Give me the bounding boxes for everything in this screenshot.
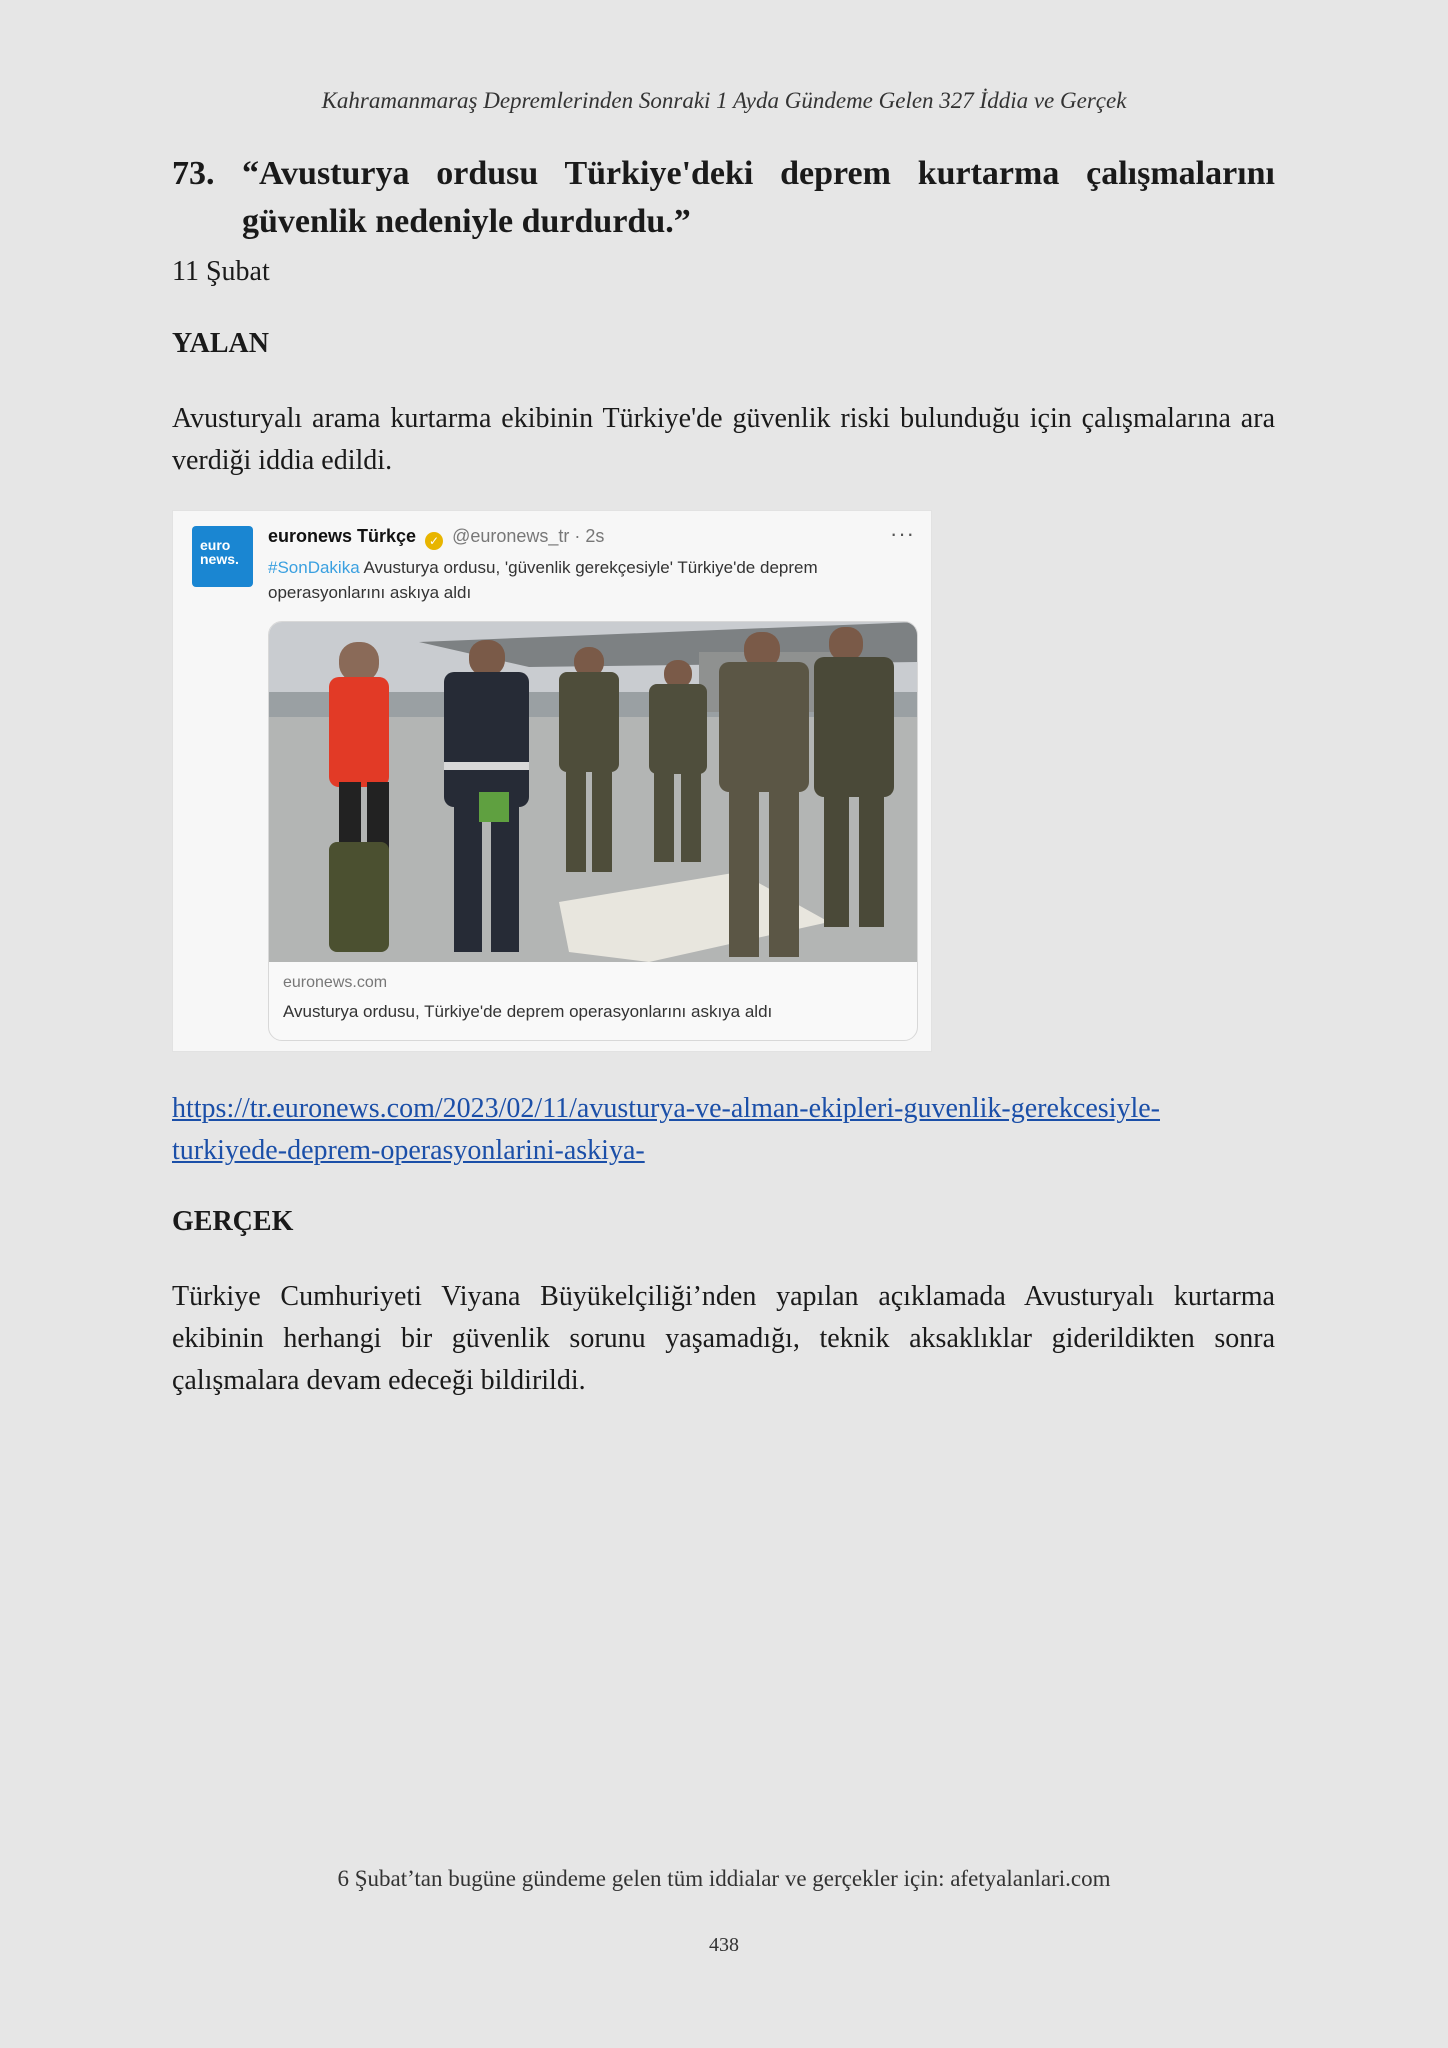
logo-text-top: euro: [200, 537, 231, 553]
claim-description: Avusturyalı arama kurtarma ekibinin Türkiye'de güvenlik riski bulunduğu için çalışmalarına ara verdiği iddia edildi.: [172, 403, 1275, 476]
source-link[interactable]: https://tr.euronews.com/2023/02/11/avusturya-ve-alman-ekipleri-guvenlik-gerekcesiyle-turkiyede-deprem-operasyonlarini-askiya-: [172, 1093, 1160, 1166]
card-domain: euronews.com: [283, 974, 388, 991]
tweet-embed[interactable]: [172, 510, 932, 1052]
card-title[interactable]: Avusturya ordusu, Türkiye'de deprem operasyonlarını askıya aldı: [283, 1002, 773, 1021]
claim-number: 73.: [172, 155, 215, 192]
claim-text: “Avusturya ordusu Türkiye'deki deprem kurtarma çalışmalarını güvenlik nedeniyle durdurdu.”: [242, 155, 1275, 240]
tweet-header: [268, 526, 604, 550]
verified-icon: ✓: [425, 532, 443, 550]
fact-label: GERÇEK: [172, 1206, 294, 1237]
verdict-label: YALAN: [172, 328, 269, 359]
news-photo: [269, 622, 917, 962]
claim-heading: [172, 150, 1275, 246]
fact-text: Türkiye Cumhuriyeti Viyana Büyükelçiliği’nden yapılan açıklamada Avusturyalı kurtarma ekibinin herhangi bir güvenlik sorunu yaşamadığı, teknik aksaklıklar giderildikten sonra çalışmalara devam edeceği bildirildi.: [172, 1281, 1275, 1396]
account-name[interactable]: euronews Türkçe: [268, 526, 417, 546]
more-options-icon[interactable]: ···: [890, 521, 915, 546]
tweet-text: [268, 555, 908, 605]
page-number: 438: [709, 1934, 739, 1956]
link-card[interactable]: [268, 621, 918, 1041]
claim-date: 11 Şubat: [172, 256, 270, 287]
logo-text-bottom: news.: [200, 551, 239, 567]
tweet-body: Avusturya ordusu, 'güvenlik gerekçesiyle' Türkiye'de deprem operasyonlarını askıya aldı: [268, 558, 818, 602]
hashtag-link[interactable]: #SonDakika: [268, 558, 360, 577]
handle-time: @euronews_tr · 2s: [452, 526, 605, 546]
footer-note: 6 Şubat’tan bugüne gündeme gelen tüm iddialar ve gerçekler için: afetyalanlari.com: [337, 1866, 1111, 1891]
euronews-logo: [192, 526, 253, 587]
running-header: Kahramanmaraş Depremlerinden Sonraki 1 Ayda Gündeme Gelen 327 İddia ve Gerçek: [321, 88, 1127, 113]
